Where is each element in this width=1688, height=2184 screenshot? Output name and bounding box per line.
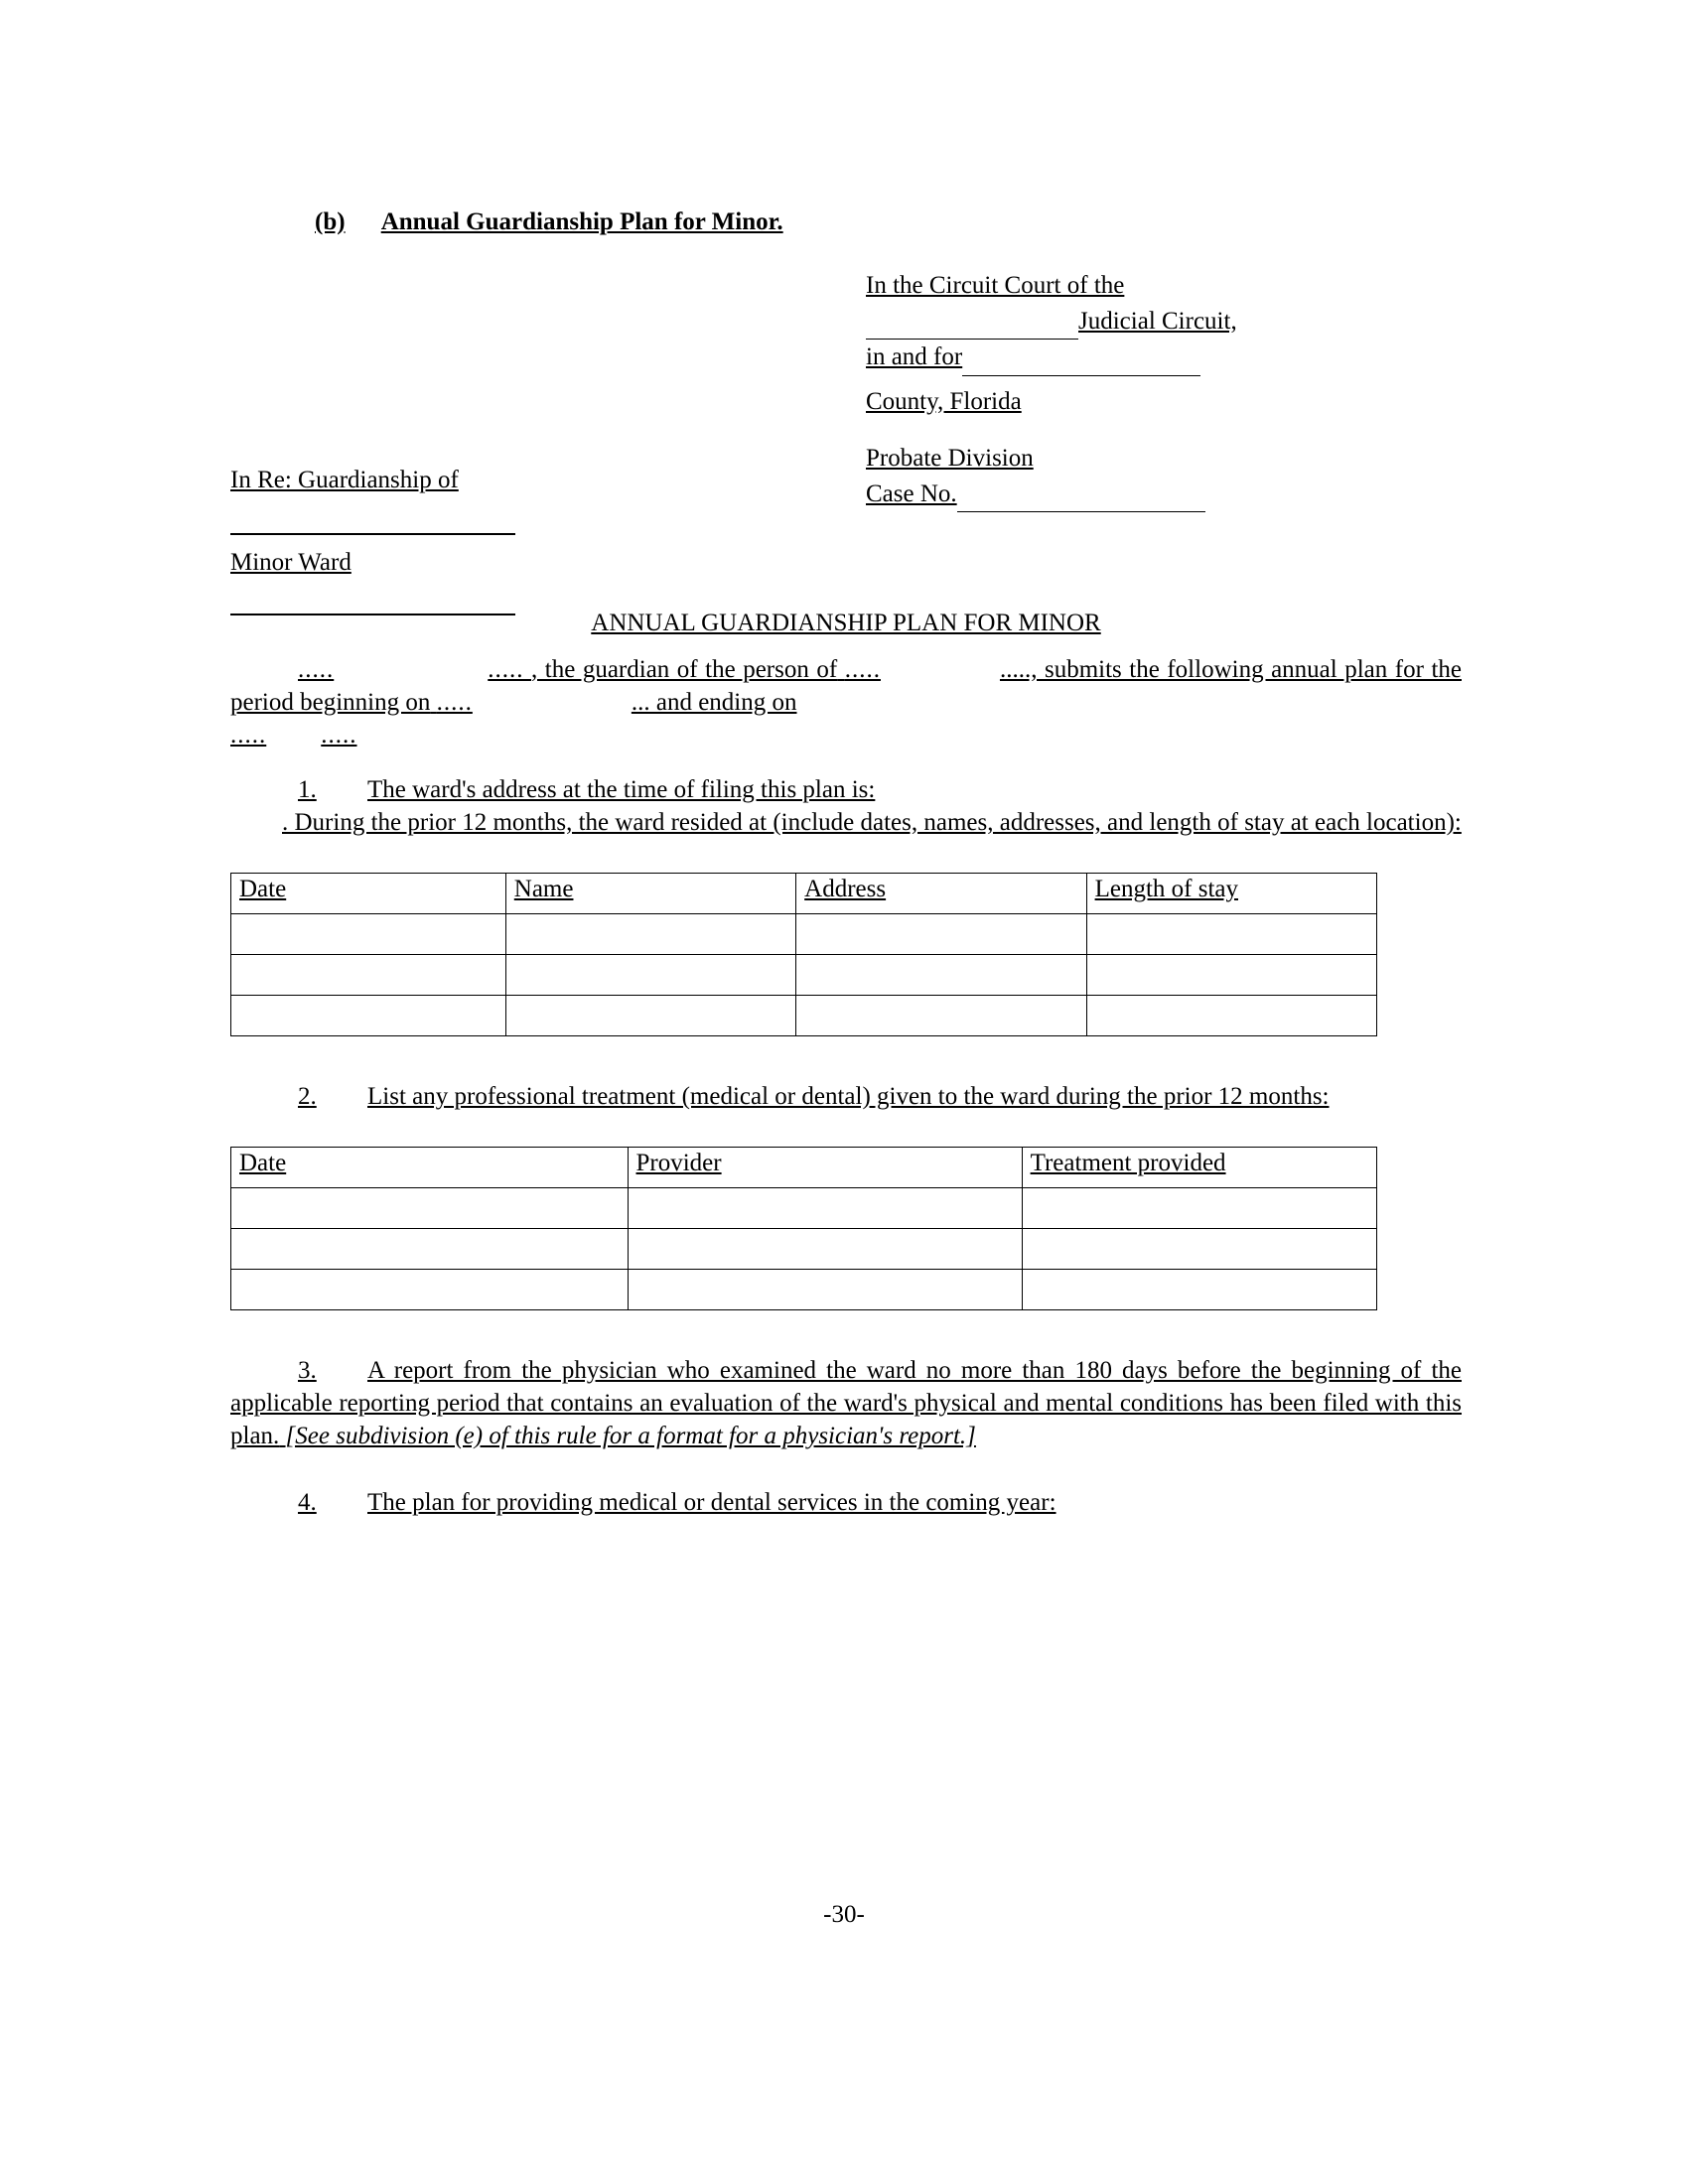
residence-cell[interactable] (231, 914, 506, 955)
minor-ward-label: Minor Ward (230, 549, 352, 576)
item-1-text-2: . During the prior 12 months, the ward resided at (include dates, names, addresses, and length of stay at each location): (282, 809, 1462, 836)
probate-division: Probate Division (866, 445, 1034, 472)
treatment-header-treatment-label: Treatment provided (1030, 1150, 1226, 1176)
intro-dots-1: ..... (298, 656, 335, 683)
intro-dots-7: ..... (321, 722, 357, 749)
residence-cell[interactable] (231, 996, 506, 1036)
intro-text-3: ... and ending on (631, 689, 797, 716)
treatment-cell[interactable] (628, 1188, 1022, 1229)
treatment-header-provider (628, 1148, 1022, 1188)
treatment-cell[interactable] (1022, 1188, 1376, 1229)
treatment-header-date (231, 1148, 629, 1188)
residence-header-address-label: Address (804, 876, 887, 902)
item-3-number: 3. (298, 1357, 317, 1384)
residence-header-date (231, 874, 506, 914)
section-label: (b) (315, 208, 346, 235)
residence-cell[interactable] (505, 914, 795, 955)
court-line-2-label: Judicial Circuit, (1078, 307, 1237, 335)
residence-cell[interactable] (796, 955, 1086, 996)
treatment-cell[interactable] (628, 1229, 1022, 1270)
treatment-table-header-row (231, 1148, 1377, 1188)
table-row (231, 1270, 1377, 1310)
document-title: ANNUAL GUARDIANSHIP PLAN FOR MINOR (591, 610, 1101, 636)
county-blank[interactable] (962, 340, 1200, 376)
table-row (231, 914, 1377, 955)
item-3 (230, 1354, 1462, 1452)
case-no-blank[interactable] (957, 477, 1205, 513)
residence-cell[interactable] (231, 955, 506, 996)
intro-dots-6: ..... (230, 722, 267, 749)
item-4-number: 4. (298, 1489, 317, 1516)
section-title: Annual Guardianship Plan for Minor. (380, 208, 783, 235)
treatment-cell[interactable] (231, 1270, 629, 1310)
case-no-label: Case No. (866, 479, 957, 507)
treatment-cell[interactable] (231, 1229, 629, 1270)
intro-text-2: ....., submits the following annual plan for the period beginning on (230, 656, 1462, 716)
court-line-3-label: in and for (866, 343, 963, 370)
residence-header-date-label: Date (239, 876, 287, 902)
treatment-cell[interactable] (1022, 1270, 1376, 1310)
residence-cell[interactable] (505, 996, 795, 1036)
residence-table-header-row (231, 874, 1377, 914)
court-line-1: In the Circuit Court of the (866, 272, 1125, 299)
treatment-cell[interactable] (1022, 1229, 1376, 1270)
court-line-2 (866, 304, 1392, 341)
item-3-text: A report from the physician who examined the ward no more than 180 days before the beginning of the applicable reporting period that contains an evaluation of the ward's physical and mental conditions has been filed with this plan. (230, 1357, 1462, 1449)
item-1 (230, 773, 1462, 806)
treatment-table (230, 1147, 1377, 1310)
caption-bottom-rule (230, 614, 515, 615)
intro-dots-3: ..... (844, 656, 881, 683)
treatment-cell[interactable] (628, 1270, 1022, 1310)
residence-header-name (505, 874, 795, 914)
intro-paragraph (230, 653, 1462, 719)
item-1-continued (230, 806, 1462, 839)
item-3-note: [See subdivision (e) of this rule for a format for a physician's report.] (285, 1423, 976, 1449)
court-address-block (866, 268, 1392, 512)
residence-cell[interactable] (1086, 914, 1376, 955)
page-number: -30- (823, 1901, 865, 1928)
item-1-text: The ward's address at the time of filing this plan is: (367, 776, 876, 803)
intro-text-1: , the guardian of the person of (531, 656, 838, 683)
treatment-header-provider-label: Provider (635, 1150, 722, 1176)
in-re-line: In Re: Guardianship of (230, 467, 459, 493)
table-row (231, 955, 1377, 996)
item-2 (230, 1080, 1462, 1113)
table-row (231, 1229, 1377, 1270)
residence-header-length-label: Length of stay (1094, 876, 1238, 902)
intro-dots-2: ..... (488, 656, 524, 683)
residence-cell[interactable] (1086, 955, 1376, 996)
item-1-number: 1. (298, 776, 317, 803)
residence-cell[interactable] (796, 996, 1086, 1036)
item-2-text: List any professional treatment (medical or dental) given to the ward during the prior 12 months: (367, 1083, 1330, 1110)
treatment-header-treatment (1022, 1148, 1376, 1188)
ward-name-rule (230, 533, 515, 535)
treatment-cell[interactable] (231, 1188, 629, 1229)
item-4 (230, 1486, 1462, 1519)
residence-header-length (1086, 874, 1376, 914)
case-no-line (866, 477, 1392, 513)
intro-dots-5: ..... (436, 689, 473, 716)
residence-cell[interactable] (505, 955, 795, 996)
document-content (230, 208, 1462, 1519)
caption-block (230, 268, 1462, 596)
intro-paragraph-tail (230, 719, 1462, 751)
residence-header-address (796, 874, 1086, 914)
item-4-text: The plan for providing medical or dental services in the coming year: (367, 1489, 1056, 1516)
section-heading (315, 208, 1462, 236)
court-line-4: County, Florida (866, 387, 1022, 415)
residence-table (230, 873, 1377, 1036)
table-row (231, 1188, 1377, 1229)
judicial-circuit-blank[interactable] (866, 304, 1078, 341)
treatment-header-date-label: Date (239, 1150, 287, 1176)
item-2-number: 2. (298, 1083, 317, 1110)
residence-cell[interactable] (1086, 996, 1376, 1036)
residence-header-name-label: Name (513, 876, 574, 902)
residence-cell[interactable] (796, 914, 1086, 955)
court-line-3 (866, 340, 1392, 376)
table-row (231, 996, 1377, 1036)
